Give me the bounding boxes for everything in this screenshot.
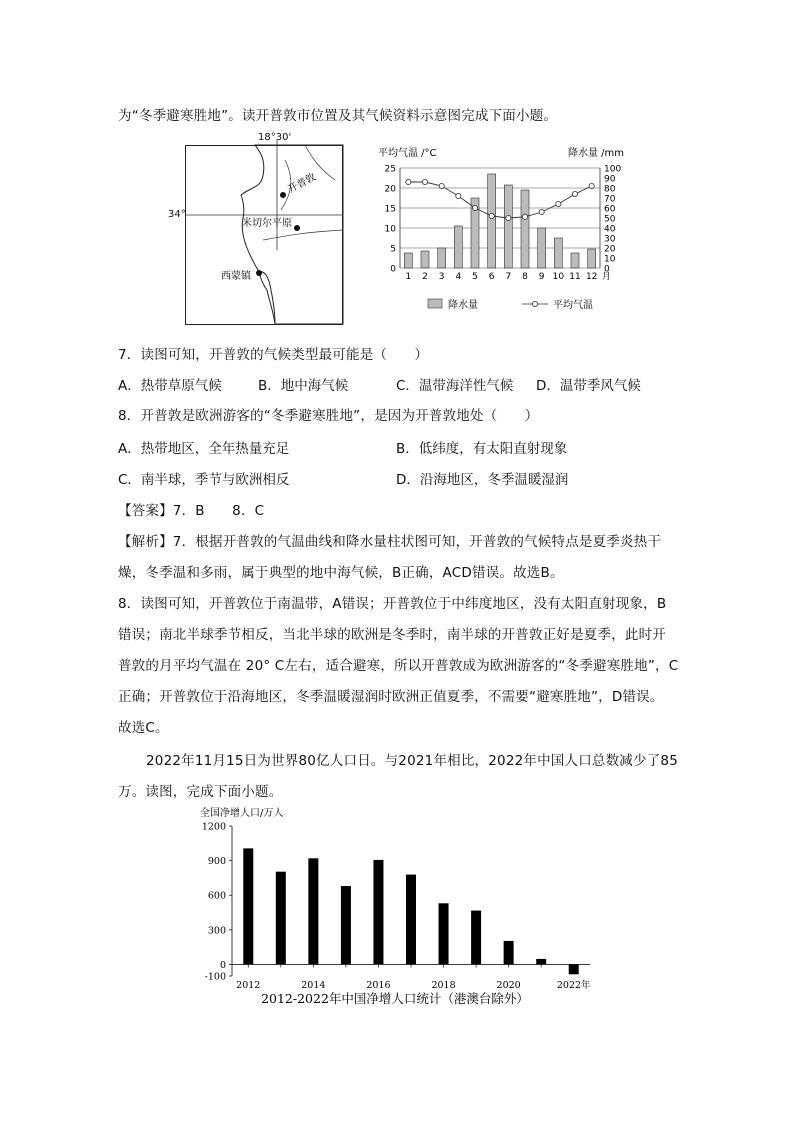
climate-right-tick: 30 [604, 234, 616, 245]
pop-x-tick: 2012 [236, 980, 261, 991]
climate-rain-bar [538, 228, 546, 268]
analysis-line-7: 故选C。 [118, 720, 169, 736]
climate-month-tick: 3 [438, 272, 445, 282]
passage2-line-1: 2022年11月15日为世界80亿人口日。与2021年相比，2022年中国人口总数减少了85 [146, 753, 678, 769]
climate-rain-bar [438, 248, 446, 268]
climate-left-tick: 20 [384, 184, 396, 195]
pop-bar [536, 959, 546, 965]
intro-text: 为“冬季避寒胜地”。读开普敦市位置及其气候资料示意图完成下面小题。 [118, 108, 558, 124]
climate-temp-point [539, 209, 544, 214]
simonstown-dot [256, 270, 262, 276]
climate-temp-line [408, 182, 591, 218]
label-mitchell-plain: 米切尔平原 [242, 218, 292, 229]
climate-right-tick: 70 [604, 194, 616, 205]
climate-right-tick: 40 [604, 224, 616, 235]
q8-option-c[interactable]: C．南半球，季节与欧洲相反 [118, 472, 290, 488]
climate-temp-point [456, 193, 461, 198]
climate-left-tick: 15 [384, 204, 396, 215]
climate-temp-point [572, 191, 577, 196]
pop-x-tick: 2020 [496, 980, 521, 991]
climate-temp-point [406, 179, 411, 184]
pop-ylabel: 全国净增人口/万人 [200, 808, 284, 819]
climate-left-axis-title: 平均气温 /°C [378, 148, 437, 159]
climate-rain-bar [454, 226, 462, 268]
q7-option-d[interactable]: D．温带季风气候 [536, 378, 641, 394]
climate-right-tick: 10 [604, 254, 616, 265]
q8-option-b[interactable]: B．低纬度，有太阳直射现象 [396, 441, 568, 457]
passage2-line-2: 万。读图，完成下面小题。 [118, 784, 283, 800]
climate-right-axis-title: 降水量 /mm [568, 148, 625, 159]
climate-month-tick: 8 [522, 272, 528, 282]
pop-bar [439, 903, 449, 964]
analysis-line-3: 8．读图可知，开普敦位于南温带，A错误；开普敦位于中纬度地区，没有太阳直射现象，B [118, 596, 667, 612]
capetown-dot [280, 192, 286, 198]
pop-bar [243, 848, 253, 964]
label-capetown: 开普敦 [286, 171, 318, 196]
climate-month-tick: 1 [405, 272, 412, 282]
analysis-line-2: 燥，冬季温和多雨，属于典型的地中海气候，B正确，ACD错误。故选B。 [118, 565, 564, 581]
climate-right-tick: 50 [604, 214, 616, 225]
pop-bar [341, 886, 351, 964]
climate-right-tick: 20 [604, 244, 616, 255]
pop-x-tick: 2018 [431, 980, 456, 991]
legend-bar-label: 降水量 [448, 300, 478, 311]
climate-rain-bar [571, 253, 579, 268]
climate-rain-bar [488, 174, 496, 268]
climate-right-tick: 90 [604, 174, 616, 185]
climate-left-tick: 10 [384, 224, 396, 235]
climate-left-tick: 5 [390, 244, 396, 255]
q8-stem: 8．开普敦是欧洲游客的“冬季避寒胜地”，是因为开普敦地处（ ） [118, 408, 539, 424]
climate-rain-bar [588, 249, 596, 268]
q7-stem: 7．读图可知，开普敦的气候类型最可能是（ ） [118, 347, 429, 363]
q7-option-b[interactable]: B．地中海气候 [258, 378, 349, 394]
climate-rain-bar [504, 185, 512, 268]
climate-rain-bar [554, 238, 562, 268]
label-simonstown: 西蒙镇 [221, 271, 251, 282]
pop-y-tick: 0 [219, 959, 226, 971]
pop-bar [471, 911, 481, 965]
pop-bar [373, 860, 383, 965]
climate-month-tick: 12 [585, 272, 598, 282]
q7-option-c[interactable]: C．温带海洋性气候 [396, 378, 514, 394]
pop-bar [569, 964, 579, 974]
label-latitude: 34° [168, 209, 186, 220]
coastline-land [241, 145, 343, 324]
answer-line: 【答案】7．B 8．C [118, 503, 265, 519]
legend-line-label: 平均气温 [553, 300, 593, 311]
pop-x-tick: 2014 [301, 980, 326, 991]
pop-bar [276, 872, 286, 965]
climate-right-tick: 0 [604, 264, 610, 275]
climate-right-tick: 60 [604, 204, 616, 215]
pop-y-tick: 600 [207, 890, 226, 902]
climate-temp-point [489, 213, 494, 218]
climate-month-tick: 6 [488, 272, 495, 282]
pop-bar [504, 941, 514, 965]
climate-temp-point [589, 183, 594, 188]
climate-rain-bar [521, 190, 529, 268]
climate-temp-point [556, 201, 561, 206]
climate-right-tick: 80 [604, 184, 616, 195]
q8-option-a[interactable]: A．热带地区，全年热量充足 [118, 441, 290, 457]
climate-month-tick: 5 [472, 272, 478, 282]
legend-bar-swatch [428, 299, 442, 308]
pop-y-tick: 1200 [201, 821, 226, 833]
pop-y-tick: 300 [207, 925, 226, 937]
analysis-line-1: 【解析】7．根据开普敦的气温曲线和降水量柱状图可知，开普敦的气候特点是夏季炎热干 [118, 534, 662, 550]
pop-y-tick: -100 [204, 971, 226, 983]
label-longitude: 18°30' [258, 132, 292, 143]
pop-x-tick: 2016 [366, 980, 391, 991]
climate-rain-bar [421, 251, 429, 268]
pop-x-tick: 2022年 [556, 980, 591, 991]
climate-month-tick: 10 [552, 272, 565, 282]
climate-rain-bar [404, 253, 412, 268]
climate-month-tick: 11 [569, 272, 581, 282]
mitchell-plain-dot [294, 225, 300, 231]
q7-option-a[interactable]: A．热带草原气候 [118, 378, 222, 394]
climate-temp-point [506, 215, 511, 220]
pop-title: 2012-2022年中国净增人口统计（港澳台除外） [261, 991, 529, 1006]
climate-month-tick: 4 [455, 272, 462, 282]
climate-chart [370, 140, 630, 315]
climate-month-tick: 9 [538, 272, 545, 282]
climate-temp-point [422, 179, 427, 184]
pop-bar [406, 875, 416, 965]
climate-temp-point [472, 205, 477, 210]
analysis-line-4: 错误；南北半球季节相反，当北半球的欧洲是冬季时，南半球的开普敦正好是夏季，此时开 [118, 627, 666, 643]
capetown-map [185, 140, 345, 325]
climate-month-suffix: 月 [602, 272, 612, 282]
climate-left-tick: 25 [384, 164, 396, 175]
climate-month-tick: 7 [505, 272, 512, 282]
population-chart [198, 802, 618, 1007]
climate-left-tick: 0 [390, 264, 396, 275]
climate-month-tick: 2 [422, 272, 428, 282]
pop-y-tick: 900 [207, 856, 226, 868]
q8-option-d[interactable]: D．沿海地区，冬季温暖湿润 [396, 472, 569, 488]
pop-bar [308, 858, 318, 964]
analysis-line-6: 正确；开普敦位于沿海地区，冬季温暖湿润时欧洲正值夏季，不需要“避寒胜地”，D错误。 [118, 689, 664, 705]
climate-right-tick: 100 [604, 164, 622, 175]
climate-temp-point [439, 183, 444, 188]
climate-temp-point [522, 214, 527, 219]
analysis-line-5: 普敦的月平均气温在 20° C左右，适合避寒，所以开普敦成为欧洲游客的“冬季避寒胜地”，C [118, 658, 679, 674]
